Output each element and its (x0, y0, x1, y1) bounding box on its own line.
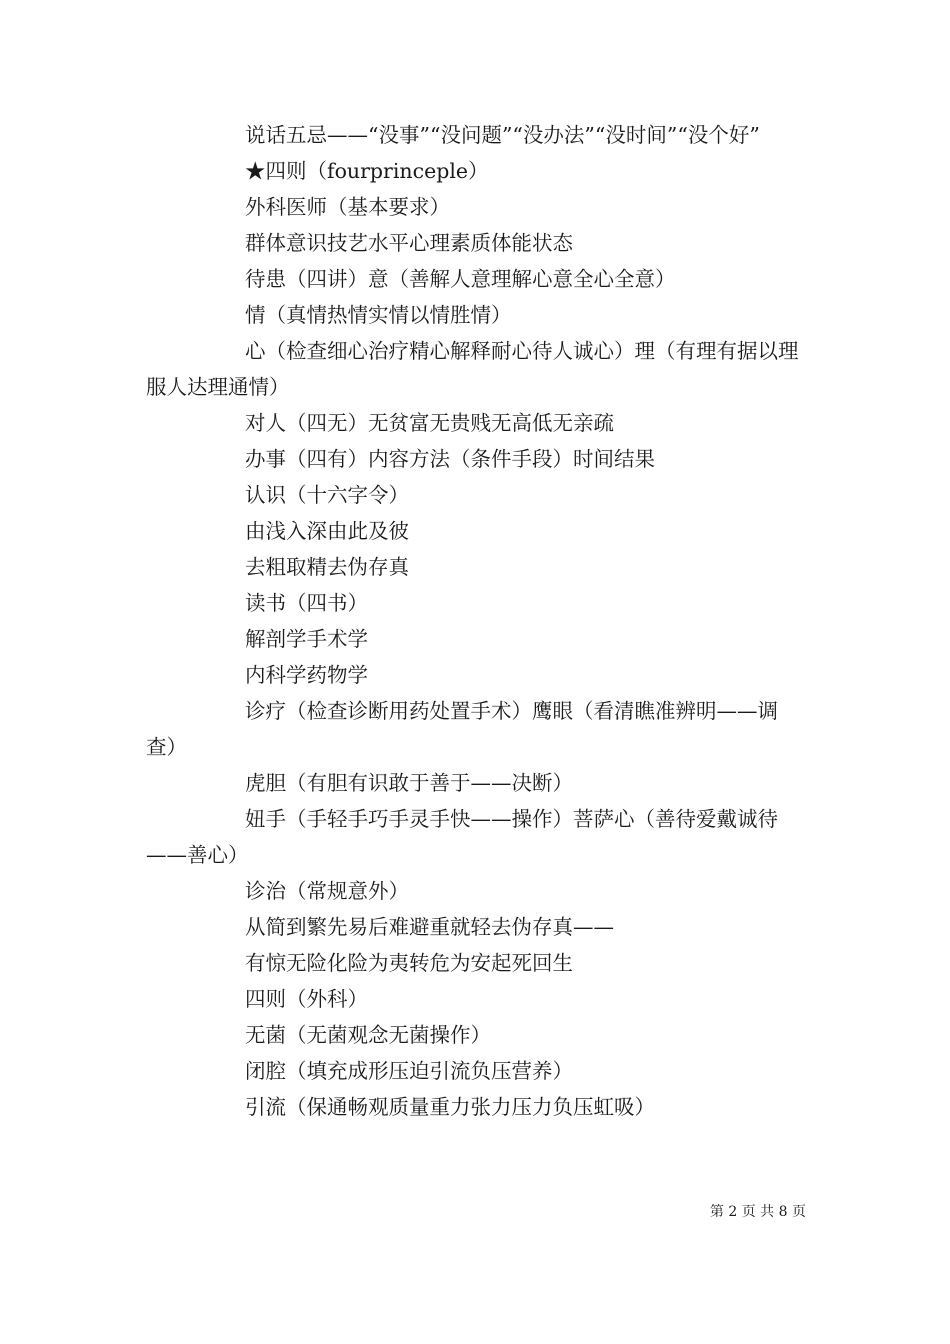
text-line: 说话五忌——“没事”“没问题”“没办法”“没时间”“没个好” (245, 123, 760, 147)
text-line: 妞手（手轻手巧手灵手快——操作）菩萨心（善待爱戴诚待——善心） (146, 807, 778, 867)
page-number: 第 2 页 共 8 页 (709, 1204, 806, 1220)
text-line: ★四则（fourprinceple） (245, 159, 489, 183)
text-line: 心（检查细心治疗精心解释耐心待人诚心）理（有理有据以理服人达理通情） (146, 339, 799, 399)
text-line: 解剖学手术学 (245, 627, 368, 651)
text-line: 诊疗（检查诊断用药处置手术）鹰眼（看清瞧准辨明——调查） (146, 699, 778, 759)
text-line: 去粗取精去伪存真 (245, 555, 409, 579)
text-line: 无菌（无菌观念无菌操作） (245, 1023, 491, 1047)
text-line: 内科学药物学 (245, 663, 368, 687)
text-line: 情（真情热情实情以情胜情） (245, 303, 512, 327)
text-line: 外科医师（基本要求） (245, 195, 450, 219)
text-line: 由浅入深由此及彼 (245, 519, 409, 543)
text-line: 待患（四讲）意（善解人意理解心意全心全意） (245, 267, 676, 291)
text-line: 认识（十六字令） (245, 483, 409, 507)
text-line: 闭腔（填充成形压迫引流负压营养） (245, 1059, 573, 1083)
text-line: 从简到繁先易后难避重就轻去伪存真—— (245, 915, 614, 939)
text-line: 四则（外科） (245, 987, 368, 1011)
text-line: 对人（四无）无贫富无贵贱无高低无亲疏 (245, 411, 614, 435)
text-line: 有惊无险化险为夷转危为安起死回生 (245, 951, 573, 975)
text-line: 引流（保通畅观质量重力张力压力负压虹吸） (245, 1095, 655, 1119)
text-line: 读书（四书） (245, 591, 368, 615)
text-line: 群体意识技艺水平心理素质体能状态 (245, 231, 573, 255)
text-line: 诊治（常规意外） (245, 879, 409, 903)
document-body (146, 117, 806, 1125)
text-line: 虎胆（有胆有识敢于善于——决断） (245, 771, 573, 795)
text-line: 办事（四有）内容方法（条件手段）时间结果 (245, 447, 655, 471)
